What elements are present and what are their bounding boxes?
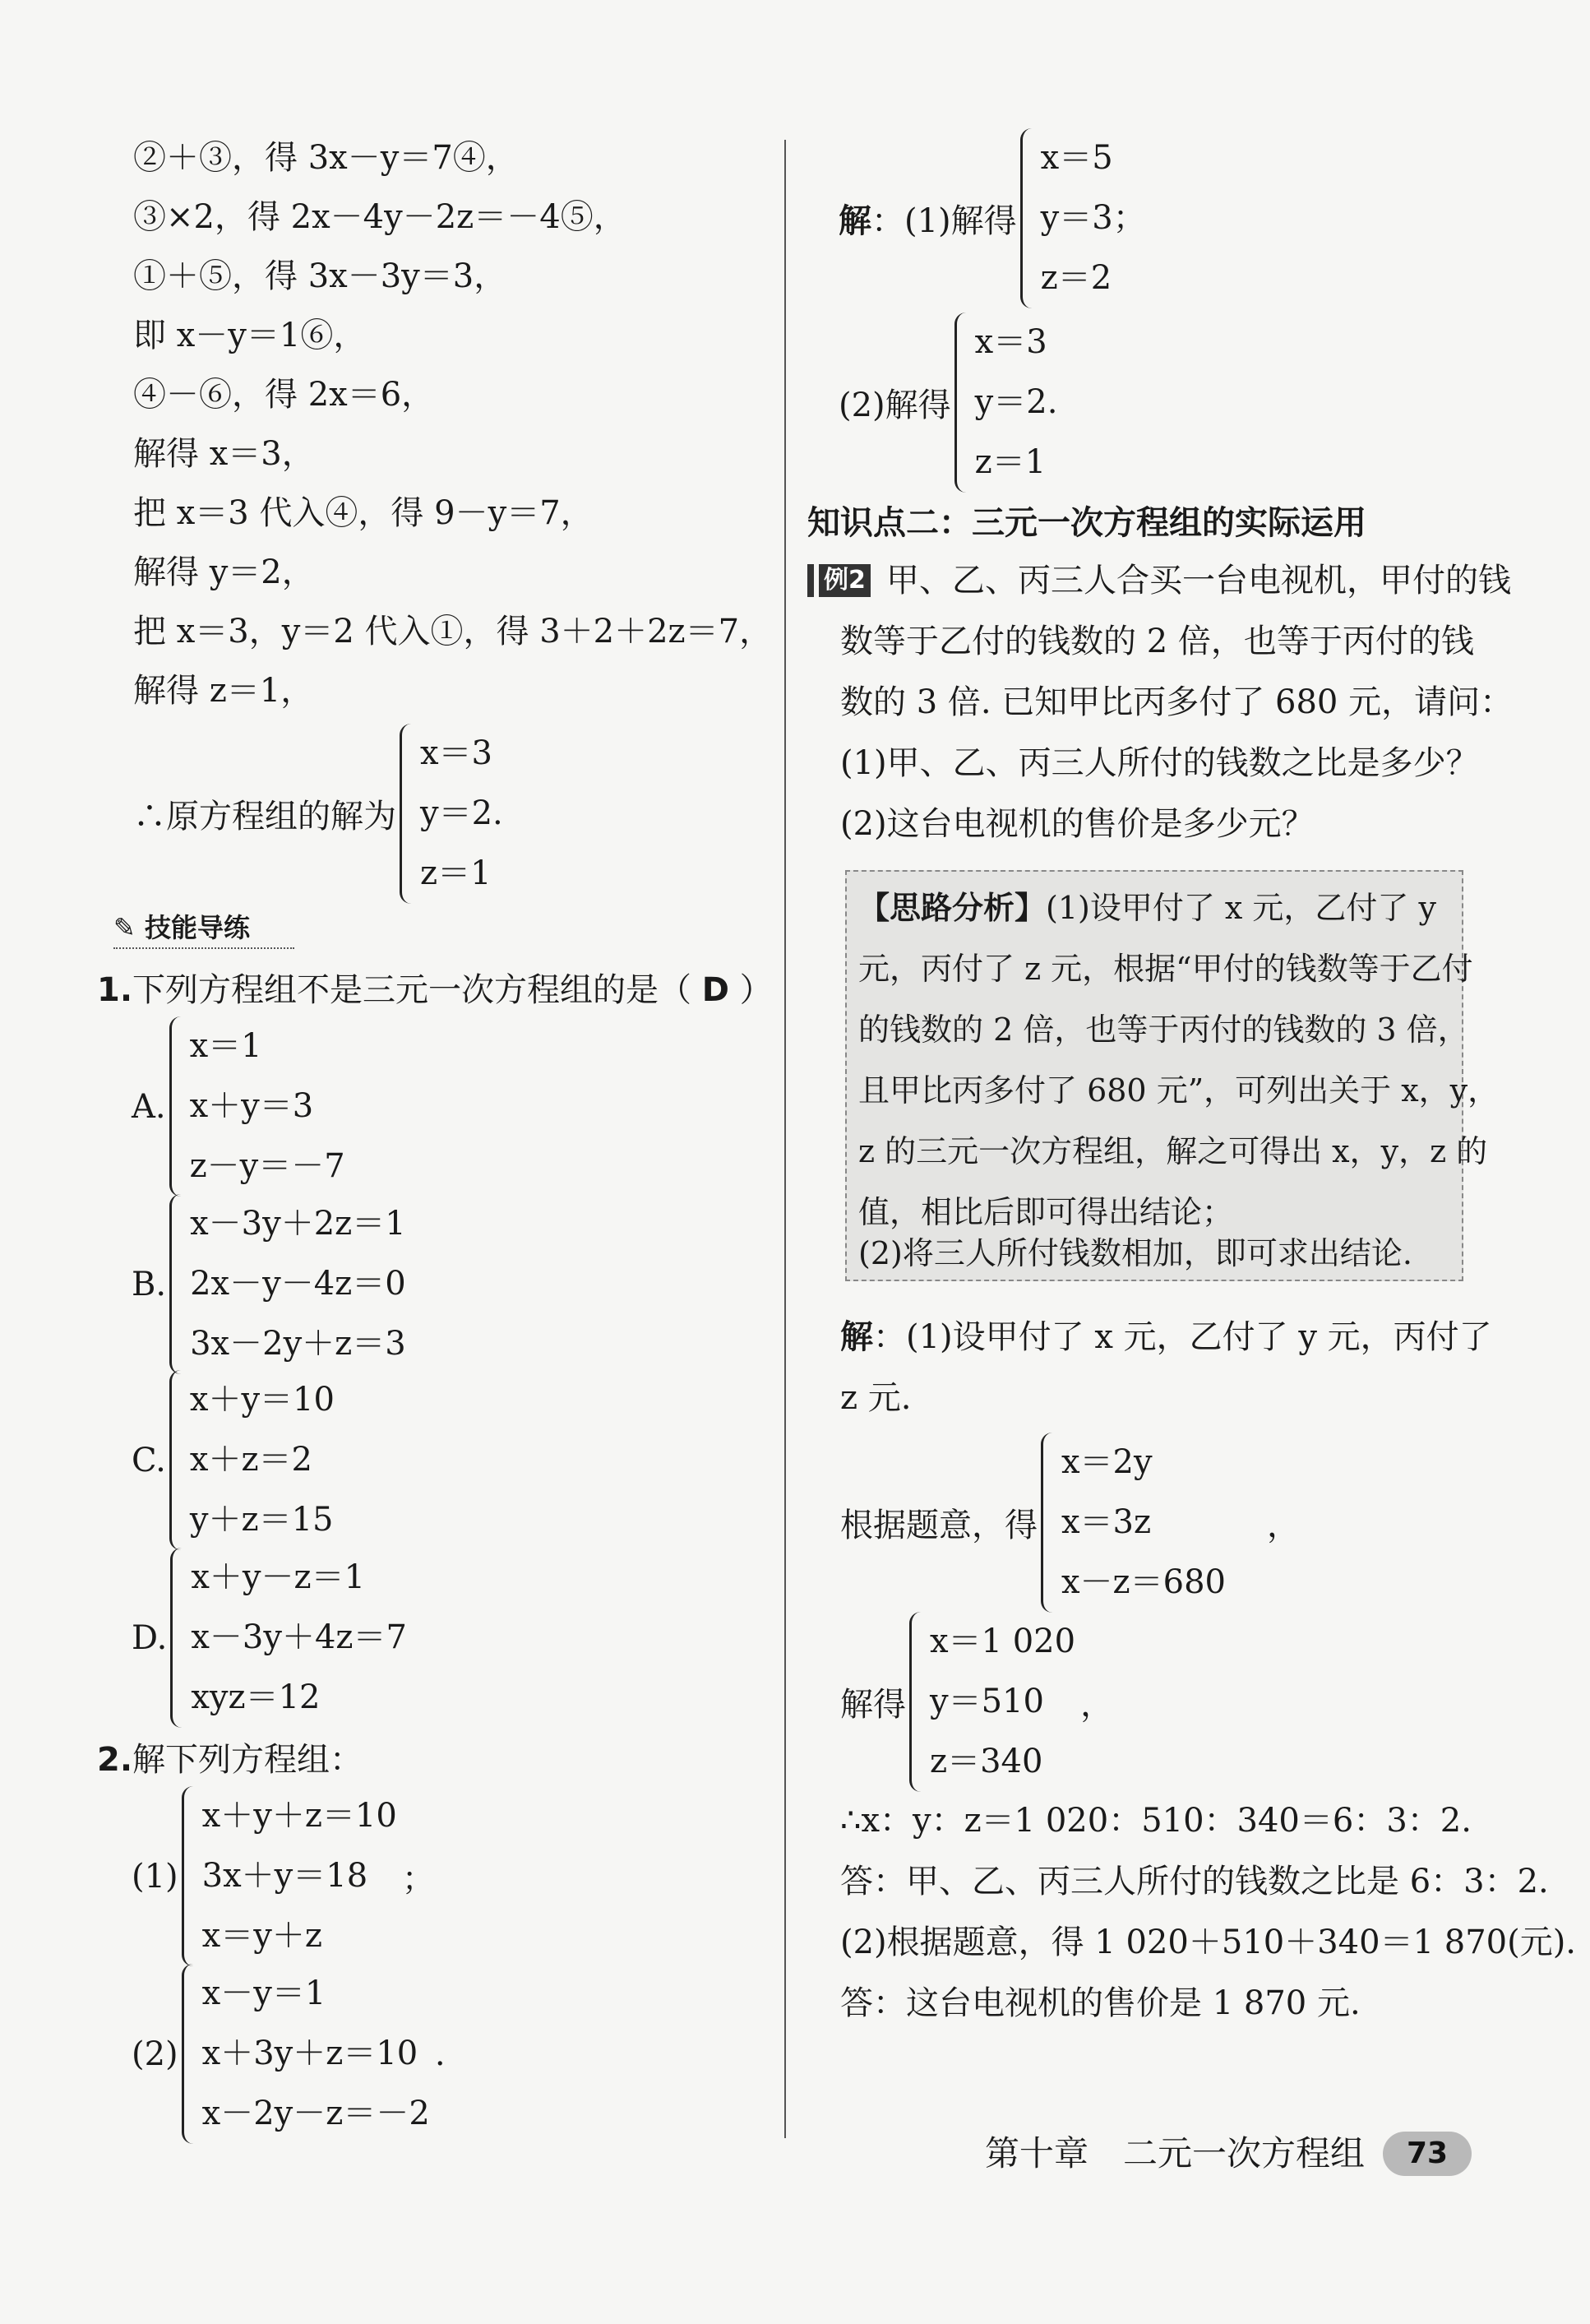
solution-line [840,1317,1492,1357]
analysis-box [845,870,1500,1281]
step-line: ②＋③，得 3x－y＝7④， [133,139,519,177]
equation: x＝3 [974,323,1047,361]
part-2-line: (2)根据题意，得 1 020＋510＋340＝1 870(元). [840,1924,1577,1961]
edit-icon: ✎ [113,912,136,943]
brace [169,1016,185,1197]
equation: y＝3； [1040,199,1146,237]
conclusion-lead: ∴原方程组的解为 [133,798,396,836]
solution-text: ：(1)设甲付了 x 元，乙付了 y 元，丙付了 [873,1318,1492,1356]
question-text: 解下列方程组： [132,1741,363,1779]
example-tag-bar [807,564,814,597]
solution-system-1 [840,1433,1300,1613]
option-label: D. [132,1618,168,1657]
equation: z＝1 [420,854,492,892]
brace [1041,1433,1056,1613]
brace [182,1964,197,2144]
example-question: (2)这台电视机的售价是多少元？ [840,805,1315,843]
equation: x－3y＋2z＝1 [190,1205,406,1243]
equation: x＝1 [189,1027,262,1065]
question-number: 1. [97,971,133,1009]
equation: y＝2. [420,794,503,832]
skill-section-heading [113,911,294,949]
system-label: (1) [132,1857,178,1896]
equation: x＋y－z＝1 [191,1558,366,1596]
equation: y＋z＝15 [189,1501,334,1539]
system-trail: ， [1080,1686,1114,1724]
option-label: C. [132,1441,166,1479]
system-lead: 解得 [840,1686,906,1724]
brace [182,1786,197,1966]
knowledge-point-title: 知识点二：三元一次方程组的实际运用 [807,504,1366,542]
equation: y＝2. [974,383,1058,421]
brace [909,1612,925,1792]
equation: x＝3 [420,734,493,772]
step-line: ①＋⑤，得 3x－3y＝3， [133,257,507,295]
equation: z＝340 [930,1743,1043,1780]
question-2 [97,1740,363,1780]
equation: x＋y＝10 [189,1381,335,1419]
solution-line: z 元. [840,1379,912,1417]
equation: 2x－y－4z＝0 [190,1265,406,1303]
option-label: A. [132,1087,166,1126]
step-line: 解得 z＝1， [133,672,314,710]
system-trail: ， [1266,1507,1300,1544]
brace [954,312,970,493]
analysis-line: 且甲比丙多付了 680 元”，可列出关于 x，y， [858,1072,1500,1109]
equation: x－z＝680 [1061,1563,1226,1601]
analysis-line: (2)将三人所付钱数相加，即可求出结论. [858,1235,1412,1271]
equation: 3x＋y＝18 [201,1857,368,1895]
analysis-line: 元，丙付了 z 元，根据“甲付的钱数等于乙付 [858,951,1473,987]
system-lead: 根据题意，得 [840,1507,1038,1544]
answer-line: 答：甲、乙、丙三人所付的钱数之比是 6：3：2. [840,1863,1549,1900]
q2-system-1 [132,1786,435,1966]
conclusion-system [133,724,503,904]
system-trail: . [434,2035,446,2073]
brace [169,1194,185,1374]
equation: x＋y＋z＝10 [201,1797,397,1835]
analysis-line: 值，相比后即可得出结论； [858,1194,1234,1230]
column-divider [784,140,786,2138]
question-1 [97,970,773,1010]
ratio-line: ∴x：y：z＝1 020：510：340＝6：3：2. [840,1802,1472,1840]
example-text-line: 甲、乙、丙三人合买一台电视机，甲付的钱 [886,562,1511,600]
step-line: 把 x＝3，y＝2 代入①，得 3＋2＋2z＝7， [133,613,773,650]
answer-line: 答：这台电视机的售价是 1 870 元. [840,1984,1361,2022]
step-line: 即 x－y＝1⑥， [133,317,367,354]
equation: x＋y＝3 [189,1087,314,1125]
analysis-text: (1)设甲付了 x 元，乙付了 y [1046,890,1436,926]
equation: x＋z＝2 [189,1441,312,1479]
solution-label: 解 [839,202,871,240]
equation: 3x－2y＋z＝3 [190,1325,406,1363]
analysis-title: 【思路分析】 [858,890,1047,926]
analysis-line: z 的三元一次方程组，解之可得出 x，y，z 的 [858,1133,1488,1169]
step-line: ④－⑥，得 2x＝6， [133,376,435,414]
step-line: 解得 x＝3， [133,435,315,473]
step-line: 把 x＝3 代入④，得 9－y＝7， [133,494,594,532]
question-number: 2. [97,1741,133,1779]
equation: x＋3y＋z＝10 [201,2035,418,2072]
example-text-line: 数等于乙付的钱数的 2 倍，也等于丙付的钱 [840,623,1474,660]
equation: x＝1 020 [930,1623,1076,1660]
question-text: 下列方程组不是三元一次方程组的是（ [132,971,692,1009]
equation: x＝5 [1040,139,1113,177]
example-tag-label: 例2 [819,564,871,597]
brace [170,1548,186,1728]
answer-letter: D [701,971,729,1009]
equation: x－2y－z＝－2 [201,2095,430,2132]
brace [1020,128,1036,308]
equation: x＝3z [1061,1503,1152,1541]
option-d [132,1548,407,1728]
equation: x－y＝1 [201,1974,326,2012]
solution-2-system [839,312,1057,493]
option-b [132,1194,406,1374]
system-label: (2) [132,2035,178,2073]
equation: x＝y＋z [201,1917,322,1955]
chapter-footer: 第十章 二元一次方程组 [985,2133,1366,2174]
analysis-line: 的钱数的 2 倍，也等于丙付的钱数的 3 倍， [858,1012,1469,1048]
system-trail: ； [401,1860,435,1898]
solution-lead: ：(1)解得 [871,202,1017,240]
solution-1-system [839,128,1146,308]
example-text-line: 数的 3 倍. 已知甲比丙多付了 680 元，请问： [840,683,1514,721]
step-line: ③×2，得 2x－4y－2z＝－4⑤， [133,198,626,236]
example-tag [807,562,871,599]
step-line: 解得 y＝2， [133,553,315,591]
brace [400,724,415,904]
analysis-first-line [858,888,1436,928]
skill-section-label: 技能导练 [144,912,250,943]
question-close: ） [739,971,773,1009]
equation: z＝2 [1040,259,1112,297]
option-label: B. [132,1265,167,1303]
brace [169,1370,185,1550]
equation: xyz＝12 [191,1678,321,1716]
equation: y＝510 [930,1683,1044,1720]
equation: z－y＝－7 [189,1147,345,1185]
equation: z＝1 [974,443,1047,481]
q2-system-2 [132,1964,446,2144]
solution-label: 解 [840,1318,873,1356]
solution-system-2 [840,1612,1113,1792]
solution-lead: (2)解得 [839,387,951,424]
equation: x＝2y [1061,1443,1153,1481]
option-a [132,1016,345,1197]
option-c [132,1370,335,1550]
example-question: (1)甲、乙、丙三人所付的钱数之比是多少？ [840,744,1479,782]
page-number: 73 [1383,2132,1472,2176]
equation: x－3y＋4z＝7 [191,1618,407,1656]
